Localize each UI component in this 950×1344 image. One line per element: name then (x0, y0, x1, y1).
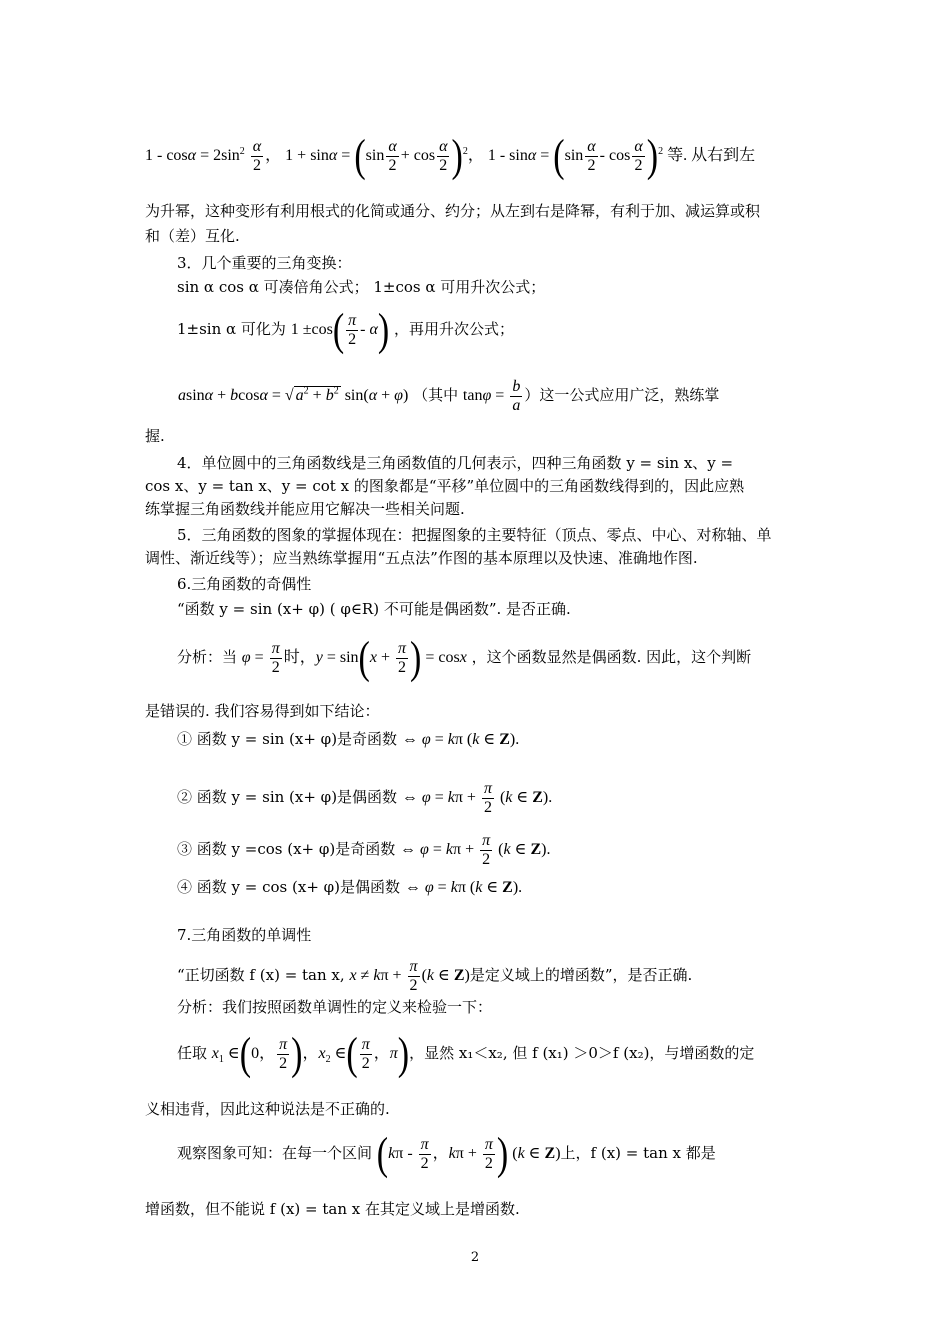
section-3-line: 1±sin α 可化为 1 ±cos( $\frac{\pi}{2}$ - α) ，再用升次公式； (177, 304, 515, 355)
section-7-observation: 观察图象可知：在每一个区间 (kπ - $\frac{\pi}{2}$ ，kπ + $\frac{\pi}{2}$ ) (k ∈ Z)上，f (x) = tan x 都是 (177, 1128, 716, 1179)
text: 1±sin α 可化为 (177, 320, 286, 339)
text: 是定义域上的增函数”，是否正确. (469, 966, 693, 985)
conclusion-2: ② 函数 y = sin (x+ φ)是偶函数 ⇔ φ = kπ + $\frac{\pi}{2}$ (k ∈ Z). (177, 780, 553, 816)
section-7-analysis: 分析：我们按照函数单调性的定义来检验一下： (177, 998, 493, 1016)
formula-tail: 等. 从右到左 (667, 147, 756, 165)
section-3-title: 3．几个重要的三角变换： (177, 254, 352, 272)
text: 上，f (x) = tan x 都是 (560, 1144, 716, 1163)
section-3-line: sin α cos α 可凑倍角公式； 1±cos α 可用升次公式； (177, 278, 546, 296)
section-6-analysis: 分析：当 φ = $\frac{\pi}{2}$ 时，y = sin(x + $\frac{\pi}{2}$ ) = cosx ，这个函数显然是偶函数. 因此，这个判断 (177, 632, 752, 683)
formula-top-line: $1 - \cos\alpha = 2\sin^2$ $\frac{\alpha}{2}$ ， 1 + sinα = (sin $\frac{\alpha}{2}$ + cos $\frac{\alpha}{2}$ )$^2$， 1 - sinα = (sin $\frac{\alpha}{2}$ - cos $\frac{\alpha}{2}$ )$^2$ 等. 从右到左 (145, 130, 756, 181)
text: “正切函数 f (x) = tan x, (177, 966, 345, 985)
section-6-question: “函数 y = sin (x+ φ) ( φ∈R) 不可能是偶函数”. 是否正确. (177, 600, 571, 618)
text: ，显然 x₁＜x₂, 但 f (x₁) ＞0＞f (x₂)，与增函数的定 (409, 1044, 755, 1063)
section-7-analysis: 任取 $x_1$ ∈(0， $\frac{\pi}{2}$ )，$x_2$ ∈( $\frac{\pi}{2}$ ，π)，显然 x₁＜x₂, 但 f (x₁) ＞0＞f (x₂)，与增函数的定 (177, 1028, 755, 1079)
section-7-question: “正切函数 f (x) = tan x, x ≠ kπ + $\frac{\pi}{2}$ (k ∈ Z)是定义域上的增函数”，是否正确. (177, 958, 693, 994)
section-6-title: 6.三角函数的奇偶性 (177, 575, 312, 593)
section-4-line: 4．单位圆中的三角函数线是三角函数值的几何表示，四种三角函数 y = sin x、y = (177, 454, 734, 472)
text: （其中 (413, 386, 459, 405)
text: 这一公式应用广泛，熟练掌 (539, 386, 720, 405)
paragraph-line: 增函数，但不能说 f (x) = tan x 在其定义域上是增函数. (145, 1200, 520, 1218)
conclusion-4: ④ 函数 y = cos (x+ φ)是偶函数 ⇔ φ = kπ (k ∈ Z). (177, 878, 523, 896)
section-5-line: 调性、渐近线等）；应当熟练掌握用“五点法”作图的基本原理以及快速、准确地作图. (145, 549, 698, 567)
page-number: 2 (470, 1250, 480, 1265)
paragraph-line: 握. (145, 427, 165, 445)
text: ③ 函数 y =cos (x+ φ)是奇函数 (177, 840, 396, 859)
paragraph-line: 义相违背，因此这种说法是不正确的. (145, 1100, 390, 1118)
section-4-line: 练掌握三角函数线并能应用它解决一些相关问题. (145, 500, 465, 518)
paragraph-line: 为升幂，这种变形有利用根式的化简或通分、约分；从左到右是降幂，有利于加、减运算或积 (145, 202, 761, 220)
text: 分析：当 (177, 648, 238, 667)
text: ，再用升次公式； (394, 320, 515, 339)
conclusion-1: ① 函数 y = sin (x+ φ)是奇函数 ⇔ φ = kπ (k ∈ Z). (177, 730, 520, 748)
text: ④ 函数 y = cos (x+ φ)是偶函数 (177, 878, 401, 896)
section-4-line: cos x、y = tan x、y = cot x 的图象都是“平移”单位圆中的三角函数线得到的，因此应熟 (145, 477, 745, 495)
text: ② 函数 y = sin (x+ φ)是偶函数 (177, 788, 398, 807)
paragraph-line: 是错误的. 我们容易得到如下结论： (145, 702, 380, 720)
conclusion-3: ③ 函数 y =cos (x+ φ)是奇函数 ⇔ φ = kπ + $\frac{\pi}{2}$ (k ∈ Z). (177, 832, 551, 868)
text: ① 函数 y = sin (x+ φ)是奇函数 (177, 730, 398, 748)
section-7-title: 7.三角函数的单调性 (177, 926, 312, 944)
section-5-line: 5．三角函数的图象的掌握体现在：把握图象的主要特征（顶点、零点、中心、对称轴、单 (177, 526, 772, 544)
text: ，这个函数显然是偶函数. 因此，这个判断 (471, 648, 752, 667)
text: 观察图象可知：在每一个区间 (177, 1144, 373, 1163)
text: 任取 (177, 1044, 208, 1063)
section-3-formula-line: asinα + bcosα = √ $a^2 + b^2$ sin(α + φ) （其中 tanφ = $\frac{b}{a}$ ）这一公式应用广泛，熟练掌 (178, 378, 720, 414)
paragraph-line: 和（差）互化. (145, 227, 240, 245)
